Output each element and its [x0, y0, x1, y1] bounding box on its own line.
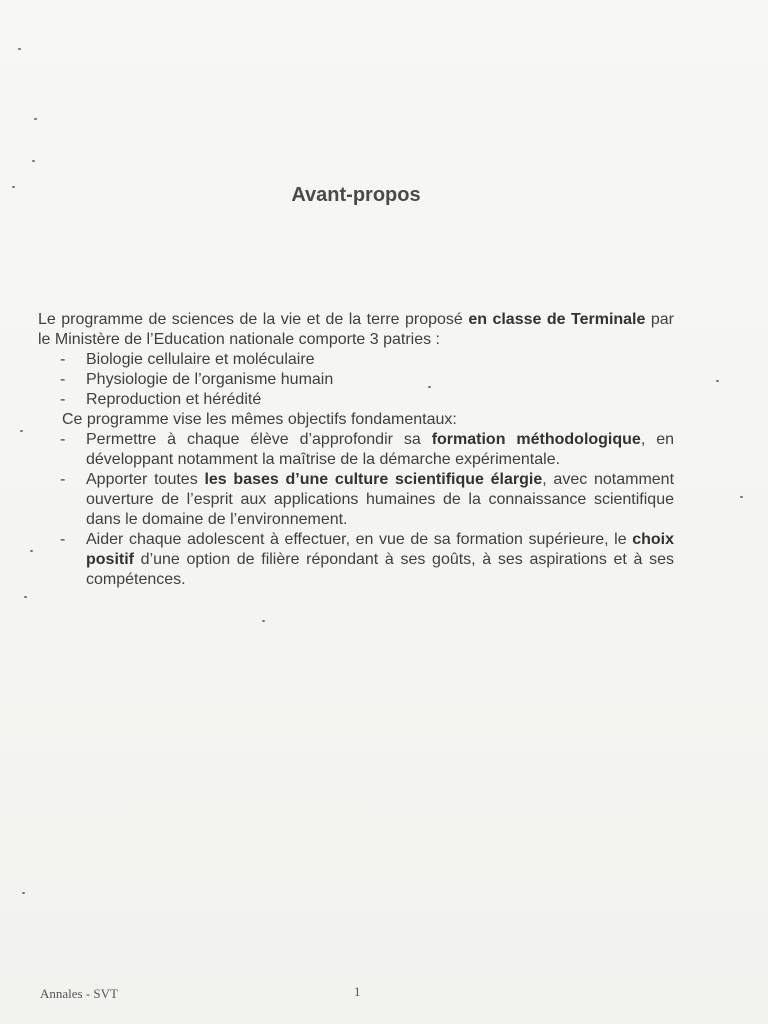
page-title: Avant-propos: [291, 184, 421, 206]
scan-speck: [32, 160, 35, 162]
objectives-lead: Ce programme vise les mêmes objectifs fondamentaux:: [62, 411, 457, 428]
objective-text: [86, 530, 674, 590]
parts-list: [38, 350, 674, 410]
bullet-dash: -: [60, 371, 66, 388]
intro-bold: en classe de Terminale: [468, 311, 646, 328]
objective-bold: les bases d’une culture scientifique élargie: [204, 471, 543, 488]
bullet-dash: -: [60, 431, 66, 448]
list-item: [38, 430, 674, 470]
part-label: Reproduction et hérédité: [86, 391, 262, 408]
objective-bold: formation méthodologique: [431, 431, 641, 448]
footer-label: Annales - SVT: [40, 986, 118, 1001]
list-item: [38, 470, 674, 530]
scan-speck: [18, 48, 21, 50]
objectives-list: [38, 430, 674, 590]
bullet-dash: -: [60, 391, 66, 408]
objective-before: Apporter toutes: [86, 471, 205, 488]
scan-speck: [22, 892, 25, 894]
scan-speck: [716, 380, 719, 382]
objective-text: [86, 470, 674, 530]
scan-speck: [20, 430, 23, 432]
objective-after: , en développant notamment la maîtrise de la démarche expérimentale.: [86, 431, 674, 468]
intro-text-2: par le Ministère de l’Education nationale comporte 3 patries :: [38, 311, 675, 348]
scan-speck: [12, 186, 15, 188]
objective-text: [86, 430, 674, 470]
page-number: 1: [354, 984, 361, 999]
objective-before: Permettre à chaque élève d’approfondir sa: [86, 431, 432, 448]
objective-after: , avec notamment ouverture de l’esprit aux applications humaines de la connaissance scientifique dans le domaine de l’environnement.: [86, 471, 675, 528]
bullet-dash: -: [60, 351, 66, 368]
scan-speck: [428, 386, 431, 388]
scan-speck: [262, 620, 265, 622]
bullet-dash: -: [60, 531, 66, 548]
body-text: [38, 310, 674, 590]
part-label: Biologie cellulaire et moléculaire: [86, 351, 315, 368]
scan-speck: [24, 596, 27, 598]
list-item: [38, 350, 674, 370]
scan-speck: [740, 496, 743, 498]
intro-paragraph: [38, 310, 674, 350]
part-label: Physiologie de l’organisme humain: [86, 371, 334, 388]
scan-speck: [34, 118, 37, 120]
bullet-dash: -: [60, 471, 66, 488]
scan-speck: [30, 550, 33, 552]
list-item: [38, 370, 674, 390]
list-item: [38, 390, 674, 410]
intro-text-1: Le programme de sciences de la vie et de la terre proposé: [38, 311, 469, 328]
objective-before: Aider chaque adolescent à effectuer, en vue de sa formation supérieure, le: [86, 531, 633, 548]
list-item: [38, 530, 674, 590]
objective-after: d’une option de filière répondant à ses goûts, à ses aspirations et à ses compétences.: [86, 551, 674, 588]
objective-bold: choix positif: [86, 531, 674, 568]
